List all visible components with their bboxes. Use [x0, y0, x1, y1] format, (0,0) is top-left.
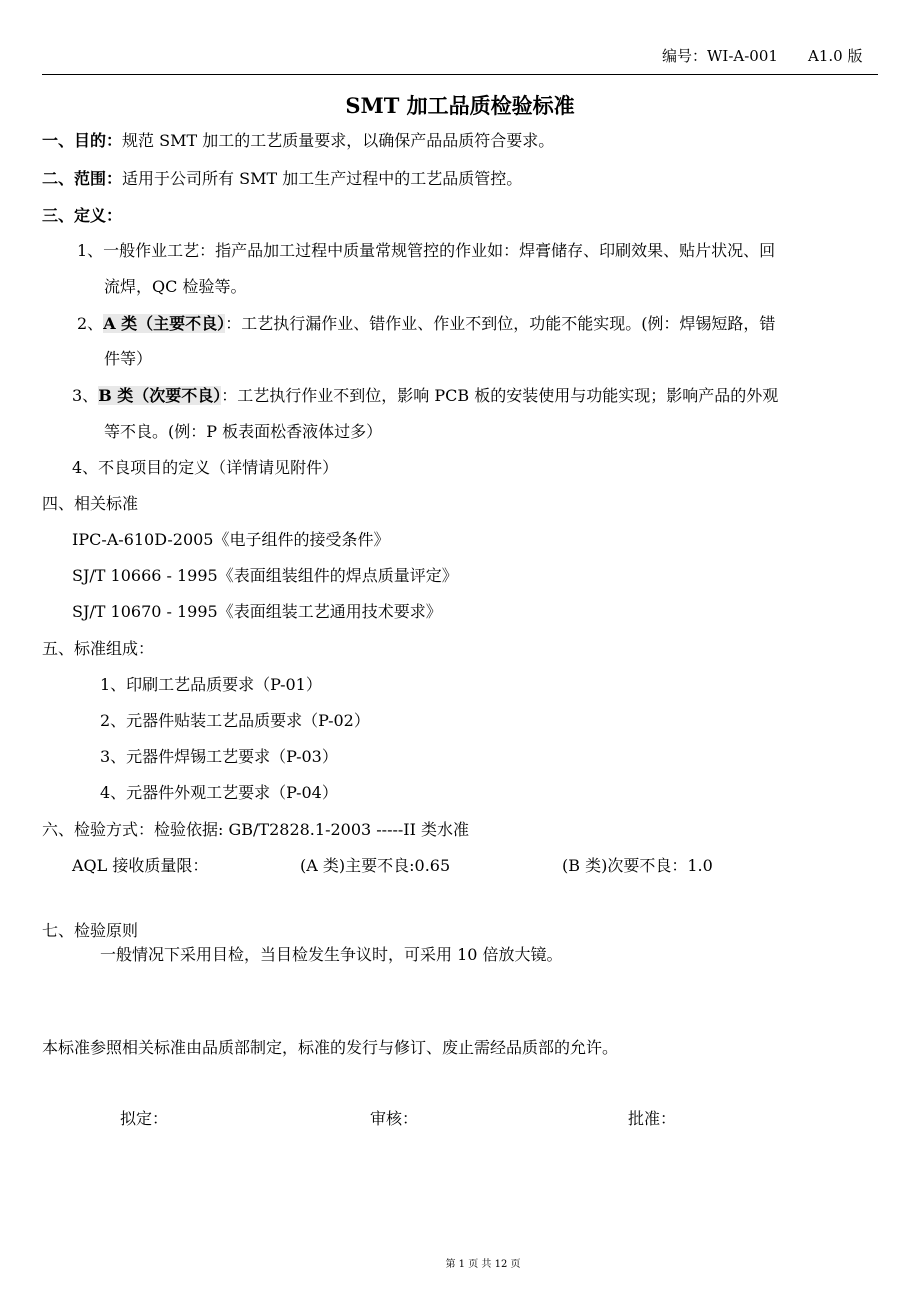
definition-item-3-term: B 类（次要不良）: [98, 386, 222, 405]
composition-item-2: 2、元器件贴装工艺品质要求（P-02）: [100, 711, 370, 730]
section-scope-text: 适用于公司所有 SMT 加工生产过程中的工艺品质管控。: [122, 169, 523, 188]
definition-item-2-line2: 件等）: [104, 349, 153, 368]
section-inspection-label: 六、检验方式：检验依据: GB/T2828.1-2003 -----II 类水准: [42, 820, 470, 839]
header-divider: [42, 74, 878, 75]
definition-item-3-num: 3、: [72, 386, 99, 405]
definition-item-4: 4、不良项目的定义（详情请见附件）: [72, 458, 339, 477]
definition-item-3-line2: 等不良。(例：P 板表面松香液体过多）: [104, 422, 383, 441]
section-scope: [42, 168, 522, 190]
composition-item-3: 3、元器件焊锡工艺要求（P-03）: [100, 747, 338, 766]
standard-item-1: IPC-A-610D-2005《电子组件的接受条件》: [72, 530, 390, 549]
definition-item-2-text: ：工艺执行漏作业、错作业、作业不到位，功能不能实现。(例：焊锡短路，错: [225, 314, 776, 333]
section-purpose-text: 规范 SMT 加工的工艺质量要求，以确保产品品质符合要求。: [122, 131, 555, 150]
composition-item-1: 1、印刷工艺品质要求（P-01）: [100, 675, 322, 694]
composition-item-4: 4、元器件外观工艺要求（P-04）: [100, 783, 338, 802]
document-number: 编号：WI-A-001: [662, 47, 778, 65]
section-definition-label: 三、定义：: [42, 206, 123, 225]
signature-approve: 批准：: [628, 1109, 677, 1128]
aql-class-b: (B 类)次要不良：1.0: [562, 856, 713, 875]
definition-item-1-line1: 1、一般作业工艺：指产品加工过程中质量常规管控的作业如：焊膏储存、印刷效果、贴片状况、回: [77, 241, 776, 260]
page-number: 第 1 页 共 12 页: [445, 1259, 521, 1270]
page-title: SMT 加工品质检验标准: [345, 93, 575, 118]
section-purpose-label: 一、目的：: [42, 131, 123, 150]
definition-item-2-num: 2、: [77, 314, 104, 333]
section-purpose: [42, 130, 554, 152]
section-scope-label: 二、范围：: [42, 169, 123, 188]
standard-item-3: SJ/T 10670 - 1995《表面组装工艺通用技术要求》: [72, 602, 442, 621]
section-principle-label: 七、检验原则: [42, 921, 139, 940]
signature-review: 审核：: [370, 1109, 419, 1128]
aql-class-a: (A 类)主要不良:0.65: [300, 856, 451, 875]
section-standards-label: 四、相关标准: [42, 494, 139, 513]
definition-item-2-line1: [77, 313, 775, 335]
standard-note: 本标准参照相关标准由品质部制定，标准的发行与修订、废止需经品质部的允许。: [42, 1038, 619, 1057]
signature-draft: 拟定：: [120, 1109, 169, 1128]
definition-item-3-text: ：工艺执行作业不到位，影响 PCB 板的安装使用与功能实现；影响产品的外观: [221, 386, 779, 405]
document-version: A1.0 版: [808, 47, 863, 65]
section-composition-label: 五、标准组成：: [42, 639, 155, 658]
definition-item-3-line1: [72, 385, 778, 407]
section-principle-text: 一般情况下采用目检，当目检发生争议时，可采用 10 倍放大镜。: [100, 945, 563, 964]
aql-label: AQL 接收质量限：: [72, 856, 209, 875]
definition-item-2-term: A 类（主要不良）: [103, 314, 226, 333]
definition-item-1-line2: 流焊，QC 检验等。: [104, 277, 247, 296]
standard-item-2: SJ/T 10666 - 1995《表面组装组件的焊点质量评定》: [72, 566, 458, 585]
